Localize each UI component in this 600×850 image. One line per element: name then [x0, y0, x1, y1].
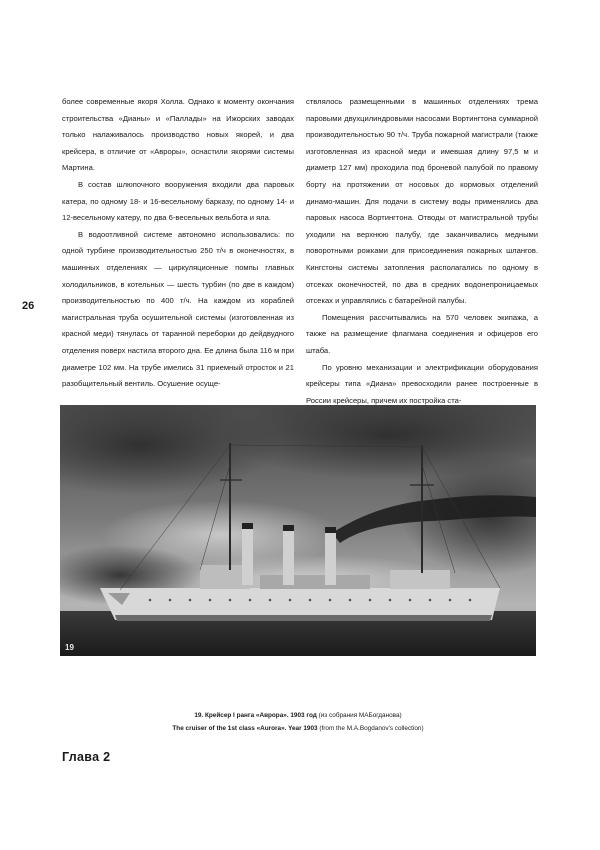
photo-number: 19	[65, 643, 74, 652]
caption-ru-title: 19. Крейсер I ранга «Аврора». 1903 год	[194, 712, 317, 719]
page-number: 26	[22, 300, 35, 312]
cruiser-photo	[60, 405, 536, 656]
paragraph: В состав шлюпочного вооружения входили два паровых катера, по одному 18- и 16-весельному барказу, по одному 14- и 12-весельному катеру, по два 6-весельных вельбота и яла.	[62, 179, 294, 223]
cruiser-photo-image	[60, 405, 536, 656]
caption-en-source: (from the M.A.Bogdanov's collection)	[317, 724, 424, 732]
photo-caption	[60, 710, 536, 735]
paragraph: В водоотливной системе автономно использовались: по одной турбине производительностью 250 т/ч в оконечностях, в машинных отделениях — циркуляционные помпы главных холодильников, в котельных — шесть турбин (по две в каждом) производительностью по 400 т/ч. На каждом из кораблей магистральная труба осушительной системы (изготовленная из красной меди) тянулась от таранной переборки до дейдвудного отделения поверх настила второго дна. Ее длина была 116 м при диаметре 102 мм. На трубе имелись 31 приемный отросток и 21 разобщительный вентиль. Осушение осуще-	[62, 229, 294, 389]
paragraph: По уровню механизации и электрификации оборудования крейсеры типа «Диана» превосходили ранее построенные в России крейсеры, причем их постройка ста-	[306, 362, 538, 405]
paragraph: ствлялось размещенными в машинных отделениях трема паровыми двухцилиндровыми насосами Вортингтона суммарной производительностью 90 т/ч. Труба пожарной магистрали (также изготовленная из красной меди и имевшая длину 97,5 м и диаметр 127 мм) проходила под броневой палубой по правому борту на протяжении от носовых до кормовых отделений динамо-машин. Для подачи в систему воды применялись два паровых насоса Вортингтона. Отводы от магистральной трубы уходили на верхнюю палубу, где заканчивались медными поворотными рожками для присоединения пожарных шлангов. Кингстоны системы затопления располагались по одному в отсеках оконечностей, по два в средних водонепроницаемых отсеках и управлялись с батарейной палубы.	[306, 97, 538, 306]
caption-english	[60, 723, 536, 736]
text-column-left	[62, 94, 294, 393]
text-column-right	[306, 94, 538, 409]
caption-en-title: The cruiser of the 1st class «Aurora». Year 1903	[172, 724, 318, 732]
caption-ru-source: (из собрания МАБогданова)	[316, 712, 402, 719]
paragraph: Помещения рассчитывались на 570 человек экипажа, а также на размещение флагмана соединения и офицеров его штаба.	[306, 312, 538, 355]
chapter-label: Глава 2	[62, 750, 111, 764]
paragraph: более современные якоря Холла. Однако к моменту окончания строительства «Дианы» и «Паллады» на Ижорских заводах только налаживалось производство новых якорей, и два крейсера, в отличие от «Авроры», оснастили якорями системы Мартина.	[62, 97, 294, 173]
caption-russian	[60, 710, 536, 723]
